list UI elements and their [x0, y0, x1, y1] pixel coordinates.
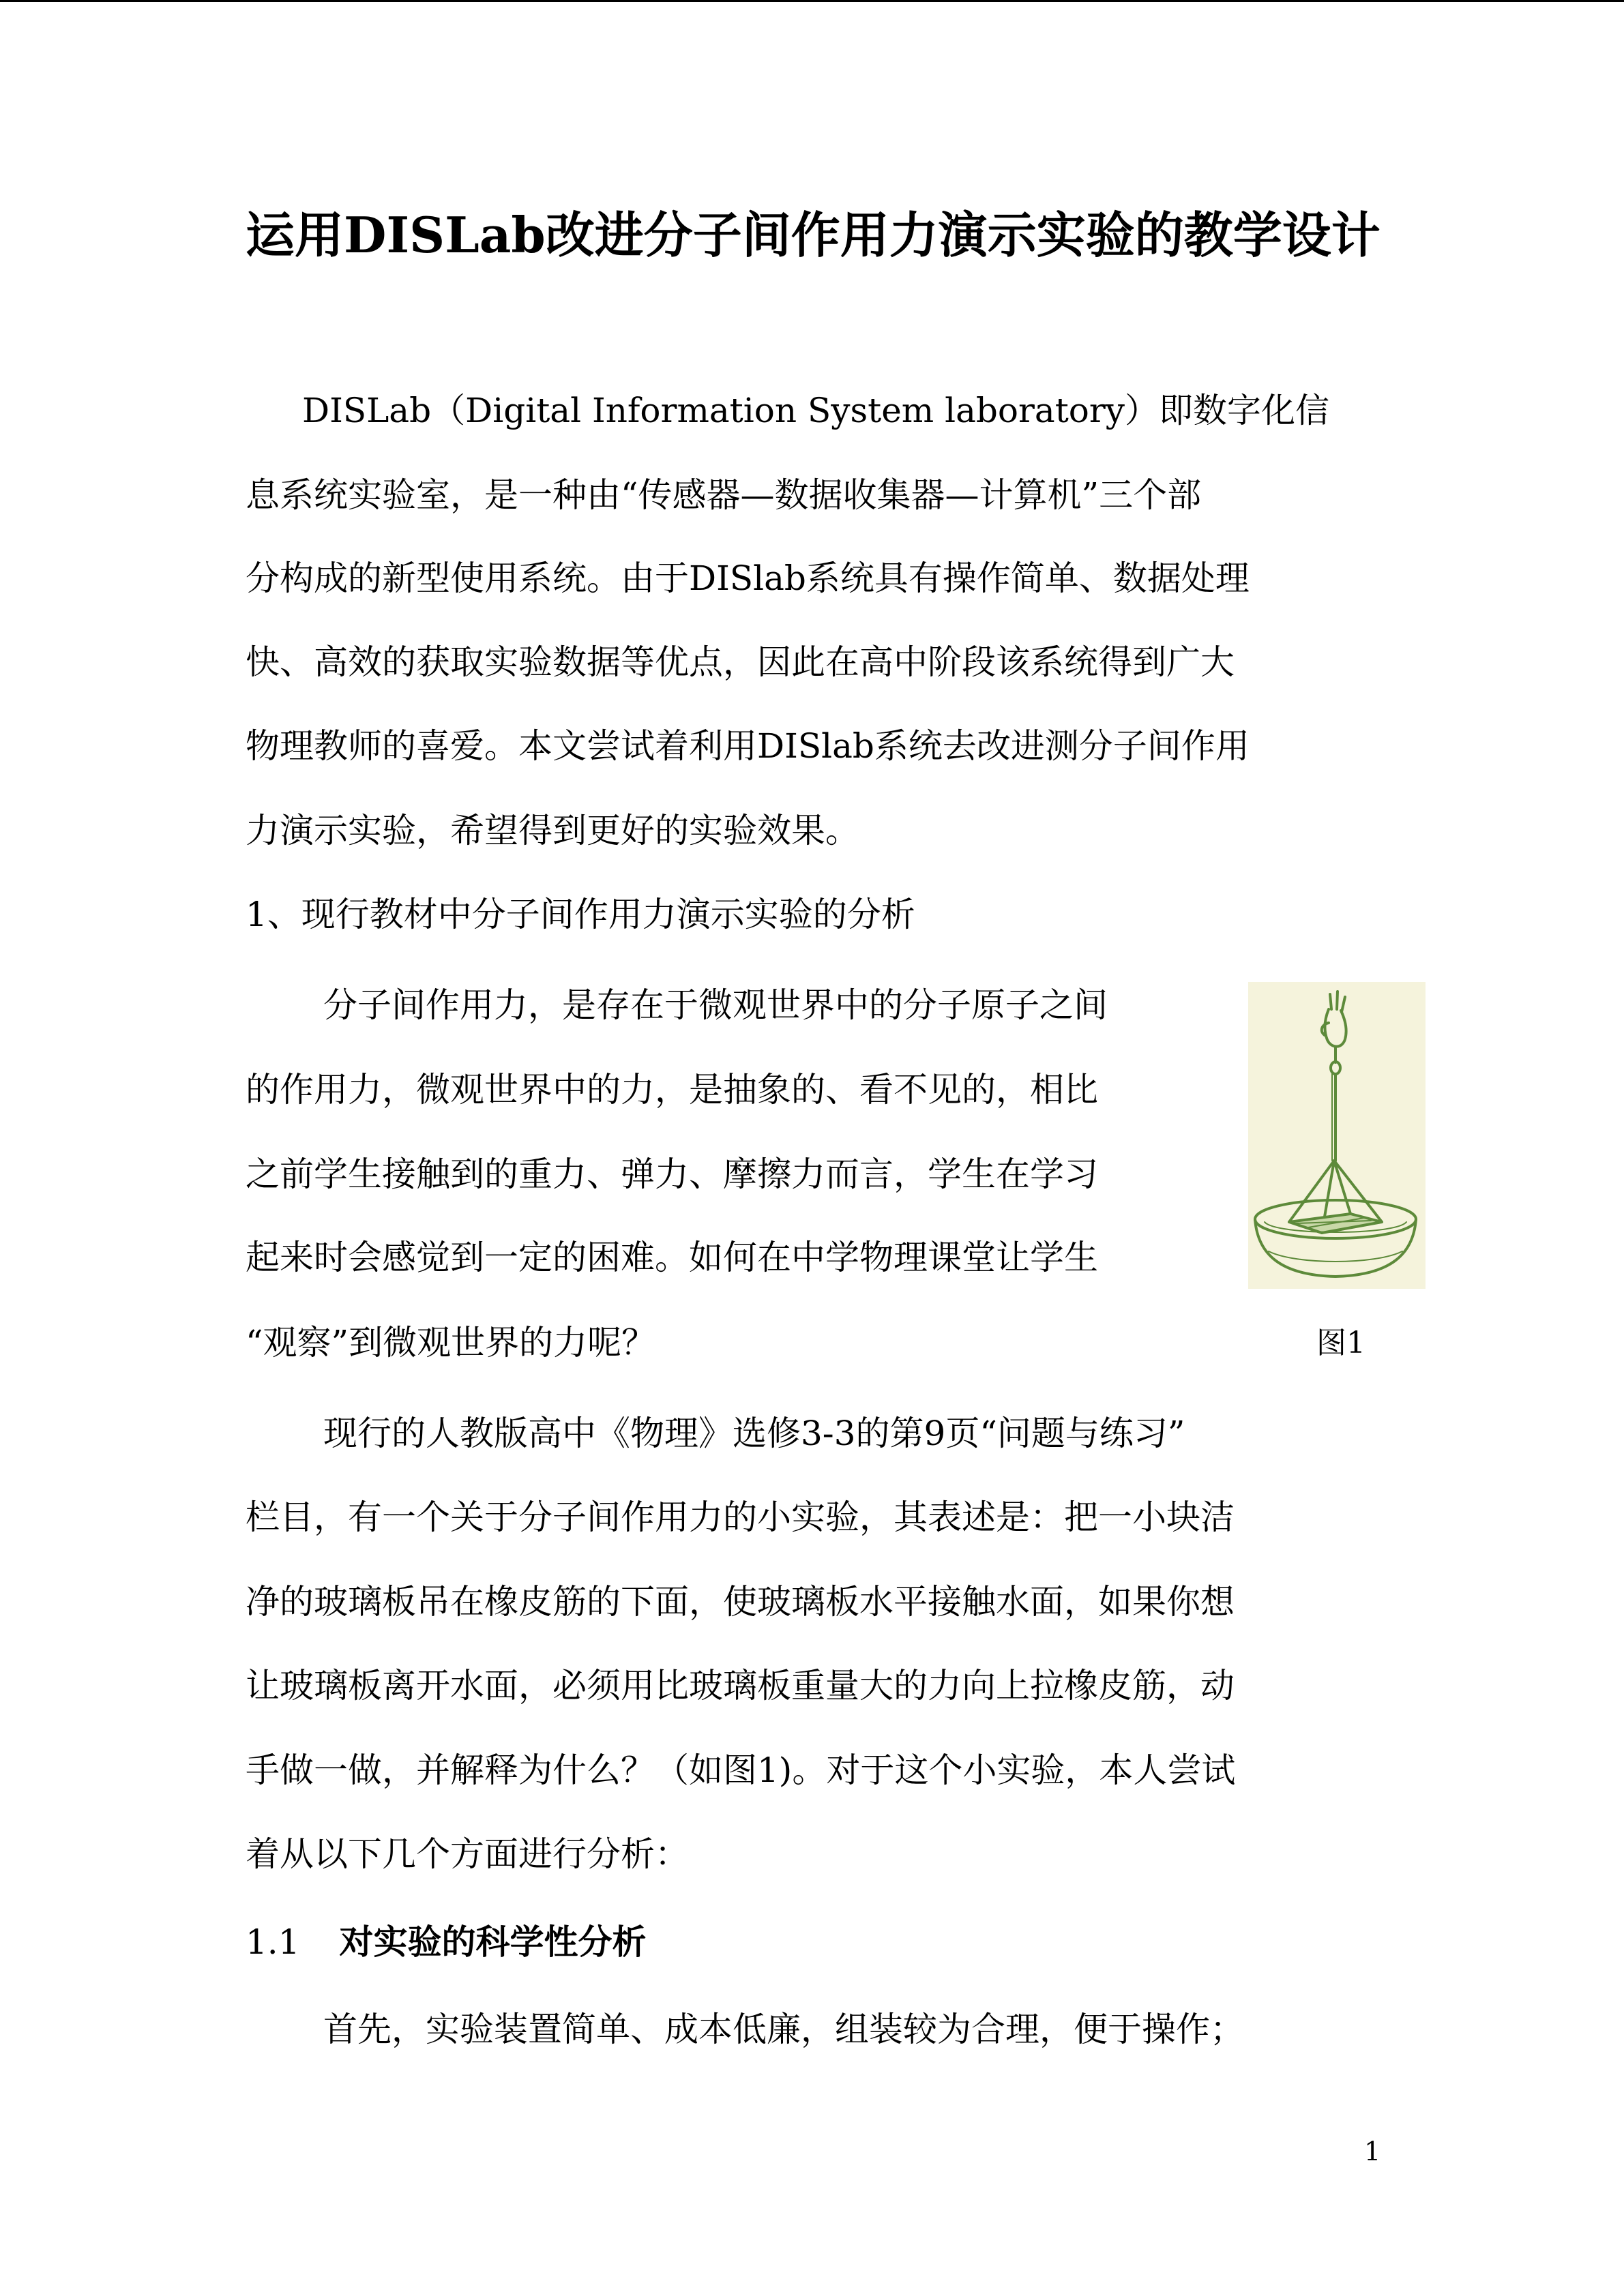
section-1-para-1-line-3: 之前学生接触到的重力、弹力、摩擦力而言，学生在学习 — [246, 1154, 1098, 1194]
section-1-para-2-line-1: 现行的人教版高中《物理》选修3-3的第9页“问题与练习” — [323, 1414, 1185, 1453]
figure-1-caption: 图1 — [1316, 1326, 1365, 1360]
intro-line-5: 物理教师的喜爱。本文尝试着利用DISlab系统去改进测分子间作用 — [246, 726, 1250, 766]
section-1-para-1-line-5: “观察”到微观世界的力呢？ — [246, 1323, 656, 1362]
subsection-title: 对实验的科学性分析 — [339, 1922, 647, 1962]
intro-line-3: 分构成的新型使用系统。由于DISlab系统具有操作简单、数据处理 — [246, 558, 1250, 598]
section-1-para-1-line-2: 的作用力，微观世界中的力，是抽象的、看不见的，相比 — [246, 1070, 1098, 1109]
intro-line-1: DISLab（Digital Information System laboratory）即数字化信 — [302, 391, 1330, 430]
intro-line-2: 息系统实验室，是一种由“传感器—数据收集器—计算机”三个部 — [246, 475, 1202, 515]
section-1-para-1-line-4: 起来时会感觉到一定的困难。如何在中学物理课堂让学生 — [246, 1238, 1098, 1277]
section-1-para-2-line-3: 净的玻璃板吊在橡皮筋的下面，使玻璃板水平接触水面，如果你想 — [246, 1582, 1235, 1622]
section-1-para-2-line-2: 栏目，有一个关于分子间作用力的小实验，其表述是：把一小块洁 — [246, 1497, 1235, 1537]
section-1-para-2-line-6: 着从以下几个方面进行分析： — [246, 1834, 689, 1874]
intro-line-6: 力演示实验，希望得到更好的实验效果。 — [246, 811, 859, 850]
subsection-number: 1.1 — [246, 1922, 300, 1962]
page-number: 1 — [1364, 2136, 1381, 2166]
intro-line-4: 快、高效的获取实验数据等优点，因此在高中阶段该系统得到广大 — [246, 642, 1235, 682]
subsection-para-line-1: 首先，实验装置简单、成本低廉，组装较为合理，便于操作； — [323, 2010, 1244, 2049]
figure-1-illustration — [1248, 982, 1426, 1289]
document-title: 运用DISLab改进分子间作用力演示实验的教学设计 — [246, 206, 1381, 264]
page-top-border — [0, 0, 1624, 2]
section-1-para-1-line-1: 分子间作用力，是存在于微观世界中的分子原子之间 — [323, 985, 1108, 1025]
section-1-heading: 1、现行教材中分子间作用力演示实验的分析 — [246, 895, 915, 934]
section-1-para-2-line-4: 让玻璃板离开水面，必须用比玻璃板重量大的力向上拉橡皮筋，动 — [246, 1666, 1235, 1705]
section-1-para-2-line-5: 手做一做，并解释为什么？（如图1)。对于这个小实验，本人尝试 — [246, 1750, 1236, 1790]
subsection-1-1-heading — [246, 1918, 647, 1967]
